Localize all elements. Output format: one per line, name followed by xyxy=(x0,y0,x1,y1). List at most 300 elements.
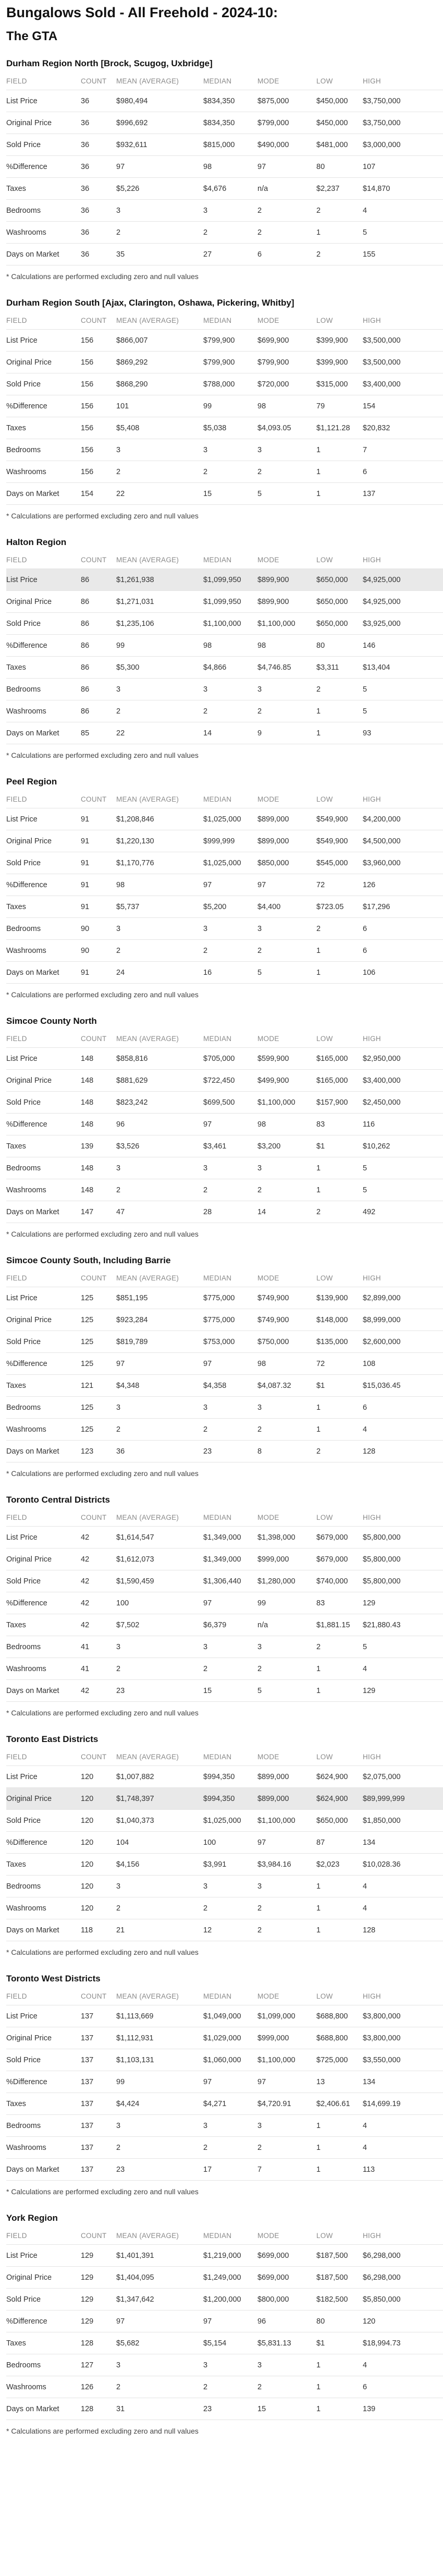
table-cell: 134 xyxy=(363,2071,443,2093)
table-cell: 1 xyxy=(316,2398,363,2420)
table-cell: 5 xyxy=(257,483,316,505)
table-row xyxy=(6,1375,443,1397)
table-cell: $994,350 xyxy=(203,1766,257,1788)
table-cell: $1,220,130 xyxy=(116,830,203,852)
table-row xyxy=(6,1810,443,1832)
table-cell: 147 xyxy=(81,1201,116,1223)
table-cell: 2 xyxy=(257,1919,316,1941)
table-cell: 3 xyxy=(257,2354,316,2376)
row-field-label: Bedrooms xyxy=(6,679,81,700)
column-header: MODE xyxy=(257,1508,316,1527)
row-field-label: List Price xyxy=(6,2245,81,2267)
table-cell: $5,154 xyxy=(203,2332,257,2354)
table-cell: $187,500 xyxy=(316,2267,363,2289)
row-field-label: Days on Market xyxy=(6,2398,81,2420)
table-row xyxy=(6,2159,443,2181)
table-cell: 3 xyxy=(203,1636,257,1658)
table-cell: 148 xyxy=(81,1179,116,1201)
stats-table xyxy=(6,1987,443,2181)
table-cell: 86 xyxy=(81,679,116,700)
row-field-label: Bedrooms xyxy=(6,200,81,222)
table-cell: $881,629 xyxy=(116,1070,203,1092)
table-cell: 36 xyxy=(81,244,116,265)
table-cell: 28 xyxy=(203,1201,257,1223)
table-cell: $2,406.61 xyxy=(316,2093,363,2115)
table-cell: 86 xyxy=(81,613,116,635)
stats-table xyxy=(6,1030,443,1223)
table-cell: 24 xyxy=(116,962,203,984)
table-cell: $5,737 xyxy=(116,896,203,918)
table-cell: $999,999 xyxy=(203,830,257,852)
row-field-label: Taxes xyxy=(6,178,81,200)
table-cell: 100 xyxy=(203,1832,257,1854)
table-cell: 137 xyxy=(81,2027,116,2049)
table-cell: $3,960,000 xyxy=(363,852,443,874)
table-row xyxy=(6,2005,443,2027)
table-cell: $399,900 xyxy=(316,352,363,373)
column-header: MODE xyxy=(257,1269,316,1287)
column-header: FIELD xyxy=(6,551,81,569)
table-cell: 90 xyxy=(81,940,116,962)
table-cell: $1,398,000 xyxy=(257,1527,316,1549)
table-cell: 5 xyxy=(257,1680,316,1702)
table-cell: 15 xyxy=(257,2398,316,2420)
table-cell: 137 xyxy=(81,2137,116,2159)
table-cell: 31 xyxy=(116,2398,203,2420)
column-header: HIGH xyxy=(363,2227,443,2245)
table-cell: 3 xyxy=(257,1157,316,1179)
table-row xyxy=(6,352,443,373)
table-cell: $1 xyxy=(316,1375,363,1397)
table-cell: $699,000 xyxy=(257,2245,316,2267)
table-cell: 1 xyxy=(316,1419,363,1441)
table-row xyxy=(6,2267,443,2289)
table-cell: 72 xyxy=(316,1353,363,1375)
table-cell: 97 xyxy=(203,2071,257,2093)
table-cell: $1,100,000 xyxy=(257,613,316,635)
regions-container xyxy=(6,57,437,2436)
column-header: FIELD xyxy=(6,1269,81,1287)
table-cell: $1,112,931 xyxy=(116,2027,203,2049)
table-cell: 492 xyxy=(363,1201,443,1223)
row-field-label: Days on Market xyxy=(6,1680,81,1702)
table-cell: $7,502 xyxy=(116,1614,203,1636)
column-header: COUNT xyxy=(81,1030,116,1048)
table-cell: 7 xyxy=(363,439,443,461)
table-cell: 86 xyxy=(81,591,116,613)
table-cell: 3 xyxy=(257,918,316,940)
table-cell: $2,600,000 xyxy=(363,1331,443,1353)
row-field-label: Days on Market xyxy=(6,1919,81,1941)
row-field-label: Washrooms xyxy=(6,1897,81,1919)
table-cell: $899,000 xyxy=(257,830,316,852)
table-cell: 2 xyxy=(203,1897,257,1919)
table-cell: $1,748,397 xyxy=(116,1788,203,1810)
table-cell: 86 xyxy=(81,569,116,591)
row-field-label: %Difference xyxy=(6,395,81,417)
row-field-label: Sold Price xyxy=(6,373,81,395)
table-cell: 3 xyxy=(116,439,203,461)
row-field-label: List Price xyxy=(6,1766,81,1788)
column-header: MODE xyxy=(257,2227,316,2245)
table-cell: 120 xyxy=(81,1766,116,1788)
table-cell: 2 xyxy=(257,1419,316,1441)
column-header: FIELD xyxy=(6,2227,81,2245)
table-cell: $688,800 xyxy=(316,2005,363,2027)
column-header: FIELD xyxy=(6,790,81,808)
table-cell: 125 xyxy=(81,1397,116,1419)
stats-table xyxy=(6,311,443,505)
table-cell: $775,000 xyxy=(203,1309,257,1331)
row-field-label: Bedrooms xyxy=(6,439,81,461)
table-cell: 139 xyxy=(363,2398,443,2420)
table-cell: $499,900 xyxy=(257,1070,316,1092)
table-cell: $10,028.36 xyxy=(363,1854,443,1876)
table-cell: $834,350 xyxy=(203,90,257,112)
table-cell: 97 xyxy=(203,2311,257,2332)
table-cell: 13 xyxy=(316,2071,363,2093)
table-cell: $3,461 xyxy=(203,1135,257,1157)
table-cell: 120 xyxy=(81,1897,116,1919)
table-cell: 99 xyxy=(116,2071,203,2093)
table-row xyxy=(6,569,443,591)
table-cell: 96 xyxy=(257,2311,316,2332)
table-cell: 2 xyxy=(116,222,203,244)
table-cell: $1 xyxy=(316,2332,363,2354)
table-header-row xyxy=(6,1030,443,1048)
table-cell: $1,100,000 xyxy=(203,613,257,635)
column-header: MEDIAN xyxy=(203,1269,257,1287)
table-cell: $5,831.13 xyxy=(257,2332,316,2354)
table-cell: $4,720.91 xyxy=(257,2093,316,2115)
row-field-label: Taxes xyxy=(6,2332,81,2354)
table-cell: $650,000 xyxy=(316,613,363,635)
table-cell: $722,450 xyxy=(203,1070,257,1092)
page-title: Bungalows Sold - All Freehold - 2024-10: xyxy=(6,5,278,20)
table-cell: $1,007,882 xyxy=(116,1766,203,1788)
region-section xyxy=(6,1733,437,1957)
row-field-label: Washrooms xyxy=(6,700,81,722)
table-cell: $2,899,000 xyxy=(363,1287,443,1309)
table-cell: $650,000 xyxy=(316,1810,363,1832)
table-cell: 6 xyxy=(363,461,443,483)
table-row xyxy=(6,1135,443,1157)
table-cell: $819,789 xyxy=(116,1331,203,1353)
row-field-label: Sold Price xyxy=(6,613,81,635)
table-cell: 1 xyxy=(316,1397,363,1419)
table-cell: 134 xyxy=(363,1832,443,1854)
table-row xyxy=(6,1832,443,1854)
table-cell: $699,900 xyxy=(257,330,316,352)
table-cell: $3,750,000 xyxy=(363,112,443,134)
table-cell: $624,900 xyxy=(316,1788,363,1810)
table-cell: $815,000 xyxy=(203,134,257,156)
table-cell: 36 xyxy=(116,1441,203,1462)
table-cell: 2 xyxy=(116,700,203,722)
table-row xyxy=(6,1876,443,1897)
table-cell: $4,866 xyxy=(203,657,257,679)
stats-table xyxy=(6,1508,443,1702)
column-header: LOW xyxy=(316,1030,363,1048)
table-cell: $4,746.85 xyxy=(257,657,316,679)
table-cell: $4,093.05 xyxy=(257,417,316,439)
table-cell: 123 xyxy=(81,1441,116,1462)
table-row xyxy=(6,1527,443,1549)
table-cell: 2 xyxy=(203,461,257,483)
table-cell: $868,290 xyxy=(116,373,203,395)
table-cell: 97 xyxy=(203,1353,257,1375)
table-cell: $1,590,459 xyxy=(116,1570,203,1592)
table-cell: 1 xyxy=(316,461,363,483)
table-cell: $21,880.43 xyxy=(363,1614,443,1636)
table-cell: $899,900 xyxy=(257,591,316,613)
table-cell: n/a xyxy=(257,178,316,200)
table-row xyxy=(6,1287,443,1309)
table-cell: $1,121.28 xyxy=(316,417,363,439)
table-header-row xyxy=(6,1269,443,1287)
table-cell: $858,816 xyxy=(116,1048,203,1070)
row-field-label: Washrooms xyxy=(6,2137,81,2159)
row-field-label: Days on Market xyxy=(6,1201,81,1223)
row-field-label: Sold Price xyxy=(6,134,81,156)
table-cell: 98 xyxy=(203,156,257,178)
table-cell: 2 xyxy=(257,1179,316,1201)
stats-table xyxy=(6,790,443,984)
table-cell: $1,401,391 xyxy=(116,2245,203,2267)
table-cell: 2 xyxy=(257,940,316,962)
row-field-label: Bedrooms xyxy=(6,2354,81,2376)
row-field-label: List Price xyxy=(6,1287,81,1309)
table-row xyxy=(6,874,443,896)
table-cell: 137 xyxy=(81,2005,116,2027)
table-cell: $996,692 xyxy=(116,112,203,134)
table-cell: $4,271 xyxy=(203,2093,257,2115)
table-cell: $20,832 xyxy=(363,417,443,439)
table-row xyxy=(6,1048,443,1070)
table-cell: 3 xyxy=(257,1636,316,1658)
table-row xyxy=(6,156,443,178)
row-field-label: Original Price xyxy=(6,1309,81,1331)
table-cell: 4 xyxy=(363,2354,443,2376)
row-field-label: List Price xyxy=(6,808,81,830)
table-cell: $750,000 xyxy=(257,1331,316,1353)
stats-table xyxy=(6,1748,443,1941)
table-cell: 2 xyxy=(203,1179,257,1201)
table-row xyxy=(6,2289,443,2311)
region-title: Toronto Central Districts xyxy=(6,1495,110,1505)
table-cell: 4 xyxy=(363,2115,443,2137)
table-cell: 27 xyxy=(203,244,257,265)
table-cell: 16 xyxy=(203,962,257,984)
calculation-note: * Calculations are performed excluding zero and null values xyxy=(6,990,199,999)
table-cell: 154 xyxy=(363,395,443,417)
table-row xyxy=(6,852,443,874)
table-cell: 3 xyxy=(203,1876,257,1897)
table-cell: $135,000 xyxy=(316,1331,363,1353)
table-cell: $1,235,106 xyxy=(116,613,203,635)
column-header: COUNT xyxy=(81,311,116,330)
table-row xyxy=(6,2049,443,2071)
table-cell: $3,200 xyxy=(257,1135,316,1157)
row-field-label: Taxes xyxy=(6,1854,81,1876)
table-cell: 3 xyxy=(203,1397,257,1419)
table-row xyxy=(6,373,443,395)
table-cell: $2,075,000 xyxy=(363,1766,443,1788)
row-field-label: Taxes xyxy=(6,896,81,918)
table-cell: 6 xyxy=(257,244,316,265)
table-cell: 23 xyxy=(116,2159,203,2181)
table-cell: 2 xyxy=(116,1179,203,1201)
table-cell: 3 xyxy=(203,439,257,461)
table-cell: $5,408 xyxy=(116,417,203,439)
table-cell: $1,208,846 xyxy=(116,808,203,830)
region-section xyxy=(6,536,437,760)
table-cell: 2 xyxy=(116,2376,203,2398)
table-cell: $1,099,000 xyxy=(257,2005,316,2027)
table-cell: $866,007 xyxy=(116,330,203,352)
row-field-label: List Price xyxy=(6,90,81,112)
stats-table xyxy=(6,1269,443,1462)
table-row xyxy=(6,2027,443,2049)
table-cell: $3,800,000 xyxy=(363,2005,443,2027)
table-cell: $5,200 xyxy=(203,896,257,918)
table-cell: 41 xyxy=(81,1636,116,1658)
row-field-label: %Difference xyxy=(6,1592,81,1614)
table-cell: 2 xyxy=(257,200,316,222)
column-header: MODE xyxy=(257,551,316,569)
row-field-label: List Price xyxy=(6,330,81,352)
column-header: FIELD xyxy=(6,1987,81,2005)
table-cell: $4,400 xyxy=(257,896,316,918)
table-header-row xyxy=(6,1508,443,1527)
table-cell: $624,900 xyxy=(316,1766,363,1788)
table-cell: $899,000 xyxy=(257,1766,316,1788)
table-cell: 21 xyxy=(116,1919,203,1941)
table-cell: 3 xyxy=(203,918,257,940)
table-cell: 3 xyxy=(116,1397,203,1419)
row-field-label: Taxes xyxy=(6,1614,81,1636)
column-header: HIGH xyxy=(363,1030,443,1048)
table-cell: $6,298,000 xyxy=(363,2245,443,2267)
table-row xyxy=(6,2376,443,2398)
table-cell: $1,219,000 xyxy=(203,2245,257,2267)
row-field-label: Days on Market xyxy=(6,483,81,505)
table-cell: 1 xyxy=(316,1157,363,1179)
table-row xyxy=(6,1441,443,1462)
page-subtitle: The GTA xyxy=(6,29,58,43)
table-cell: $4,358 xyxy=(203,1375,257,1397)
table-cell: 5 xyxy=(363,679,443,700)
table-cell: 1 xyxy=(316,1897,363,1919)
table-cell: $1,103,131 xyxy=(116,2049,203,2071)
table-cell: 148 xyxy=(81,1048,116,1070)
table-cell: $799,000 xyxy=(257,112,316,134)
table-cell: 2 xyxy=(116,940,203,962)
table-cell: 14 xyxy=(203,722,257,744)
table-cell: $899,900 xyxy=(257,569,316,591)
table-cell: 83 xyxy=(316,1114,363,1135)
table-cell: 137 xyxy=(81,2115,116,2137)
table-cell: $139,900 xyxy=(316,1287,363,1309)
column-header: MEAN (AVERAGE) xyxy=(116,1508,203,1527)
table-cell: $148,000 xyxy=(316,1309,363,1331)
table-cell: 8 xyxy=(257,1441,316,1462)
table-cell: 4 xyxy=(363,1419,443,1441)
table-cell: $3,000,000 xyxy=(363,134,443,156)
column-header: COUNT xyxy=(81,551,116,569)
table-cell: 129 xyxy=(363,1680,443,1702)
column-header: MEAN (AVERAGE) xyxy=(116,551,203,569)
table-cell: $869,292 xyxy=(116,352,203,373)
table-cell: $1,060,000 xyxy=(203,2049,257,2071)
table-cell: 128 xyxy=(363,1919,443,1941)
table-cell: 148 xyxy=(81,1092,116,1114)
table-cell: 128 xyxy=(81,2332,116,2354)
row-field-label: Original Price xyxy=(6,2027,81,2049)
table-cell: 1 xyxy=(316,2137,363,2159)
table-cell: $5,800,000 xyxy=(363,1527,443,1549)
row-field-label: %Difference xyxy=(6,1114,81,1135)
table-cell: 156 xyxy=(81,330,116,352)
table-cell: $749,900 xyxy=(257,1309,316,1331)
table-cell: 137 xyxy=(363,483,443,505)
table-cell: 4 xyxy=(363,1876,443,1897)
table-cell: $13,404 xyxy=(363,657,443,679)
table-cell: 137 xyxy=(81,2093,116,2115)
row-field-label: Days on Market xyxy=(6,244,81,265)
column-header: MODE xyxy=(257,311,316,330)
table-cell: 91 xyxy=(81,830,116,852)
column-header: MEDIAN xyxy=(203,1987,257,2005)
table-cell: $5,800,000 xyxy=(363,1570,443,1592)
table-cell: 86 xyxy=(81,635,116,657)
table-cell: $15,036.45 xyxy=(363,1375,443,1397)
table-cell: $999,000 xyxy=(257,2027,316,2049)
table-cell: 125 xyxy=(81,1419,116,1441)
row-field-label: Sold Price xyxy=(6,1092,81,1114)
row-field-label: Original Price xyxy=(6,591,81,613)
table-cell: 113 xyxy=(363,2159,443,2181)
table-cell: 3 xyxy=(203,2354,257,2376)
table-cell: 128 xyxy=(81,2398,116,2420)
table-row xyxy=(6,1614,443,1636)
table-cell: $1,040,373 xyxy=(116,1810,203,1832)
table-cell: $3,550,000 xyxy=(363,2049,443,2071)
table-cell: 15 xyxy=(203,483,257,505)
column-header: MEAN (AVERAGE) xyxy=(116,1269,203,1287)
row-field-label: Original Price xyxy=(6,830,81,852)
table-row xyxy=(6,483,443,505)
row-field-label: Taxes xyxy=(6,657,81,679)
table-cell: 1 xyxy=(316,483,363,505)
column-header: HIGH xyxy=(363,72,443,90)
table-cell: $1,349,000 xyxy=(203,1527,257,1549)
table-header-row xyxy=(6,72,443,90)
table-cell: 97 xyxy=(203,1114,257,1135)
table-row xyxy=(6,808,443,830)
table-cell: $4,925,000 xyxy=(363,569,443,591)
table-row xyxy=(6,613,443,635)
table-cell: 1 xyxy=(316,700,363,722)
column-header: COUNT xyxy=(81,790,116,808)
table-cell: 120 xyxy=(81,1854,116,1876)
table-cell: 120 xyxy=(363,2311,443,2332)
table-cell: 42 xyxy=(81,1680,116,1702)
table-cell: $1,113,669 xyxy=(116,2005,203,2027)
table-row xyxy=(6,330,443,352)
table-row xyxy=(6,2398,443,2420)
row-field-label: Original Price xyxy=(6,112,81,134)
